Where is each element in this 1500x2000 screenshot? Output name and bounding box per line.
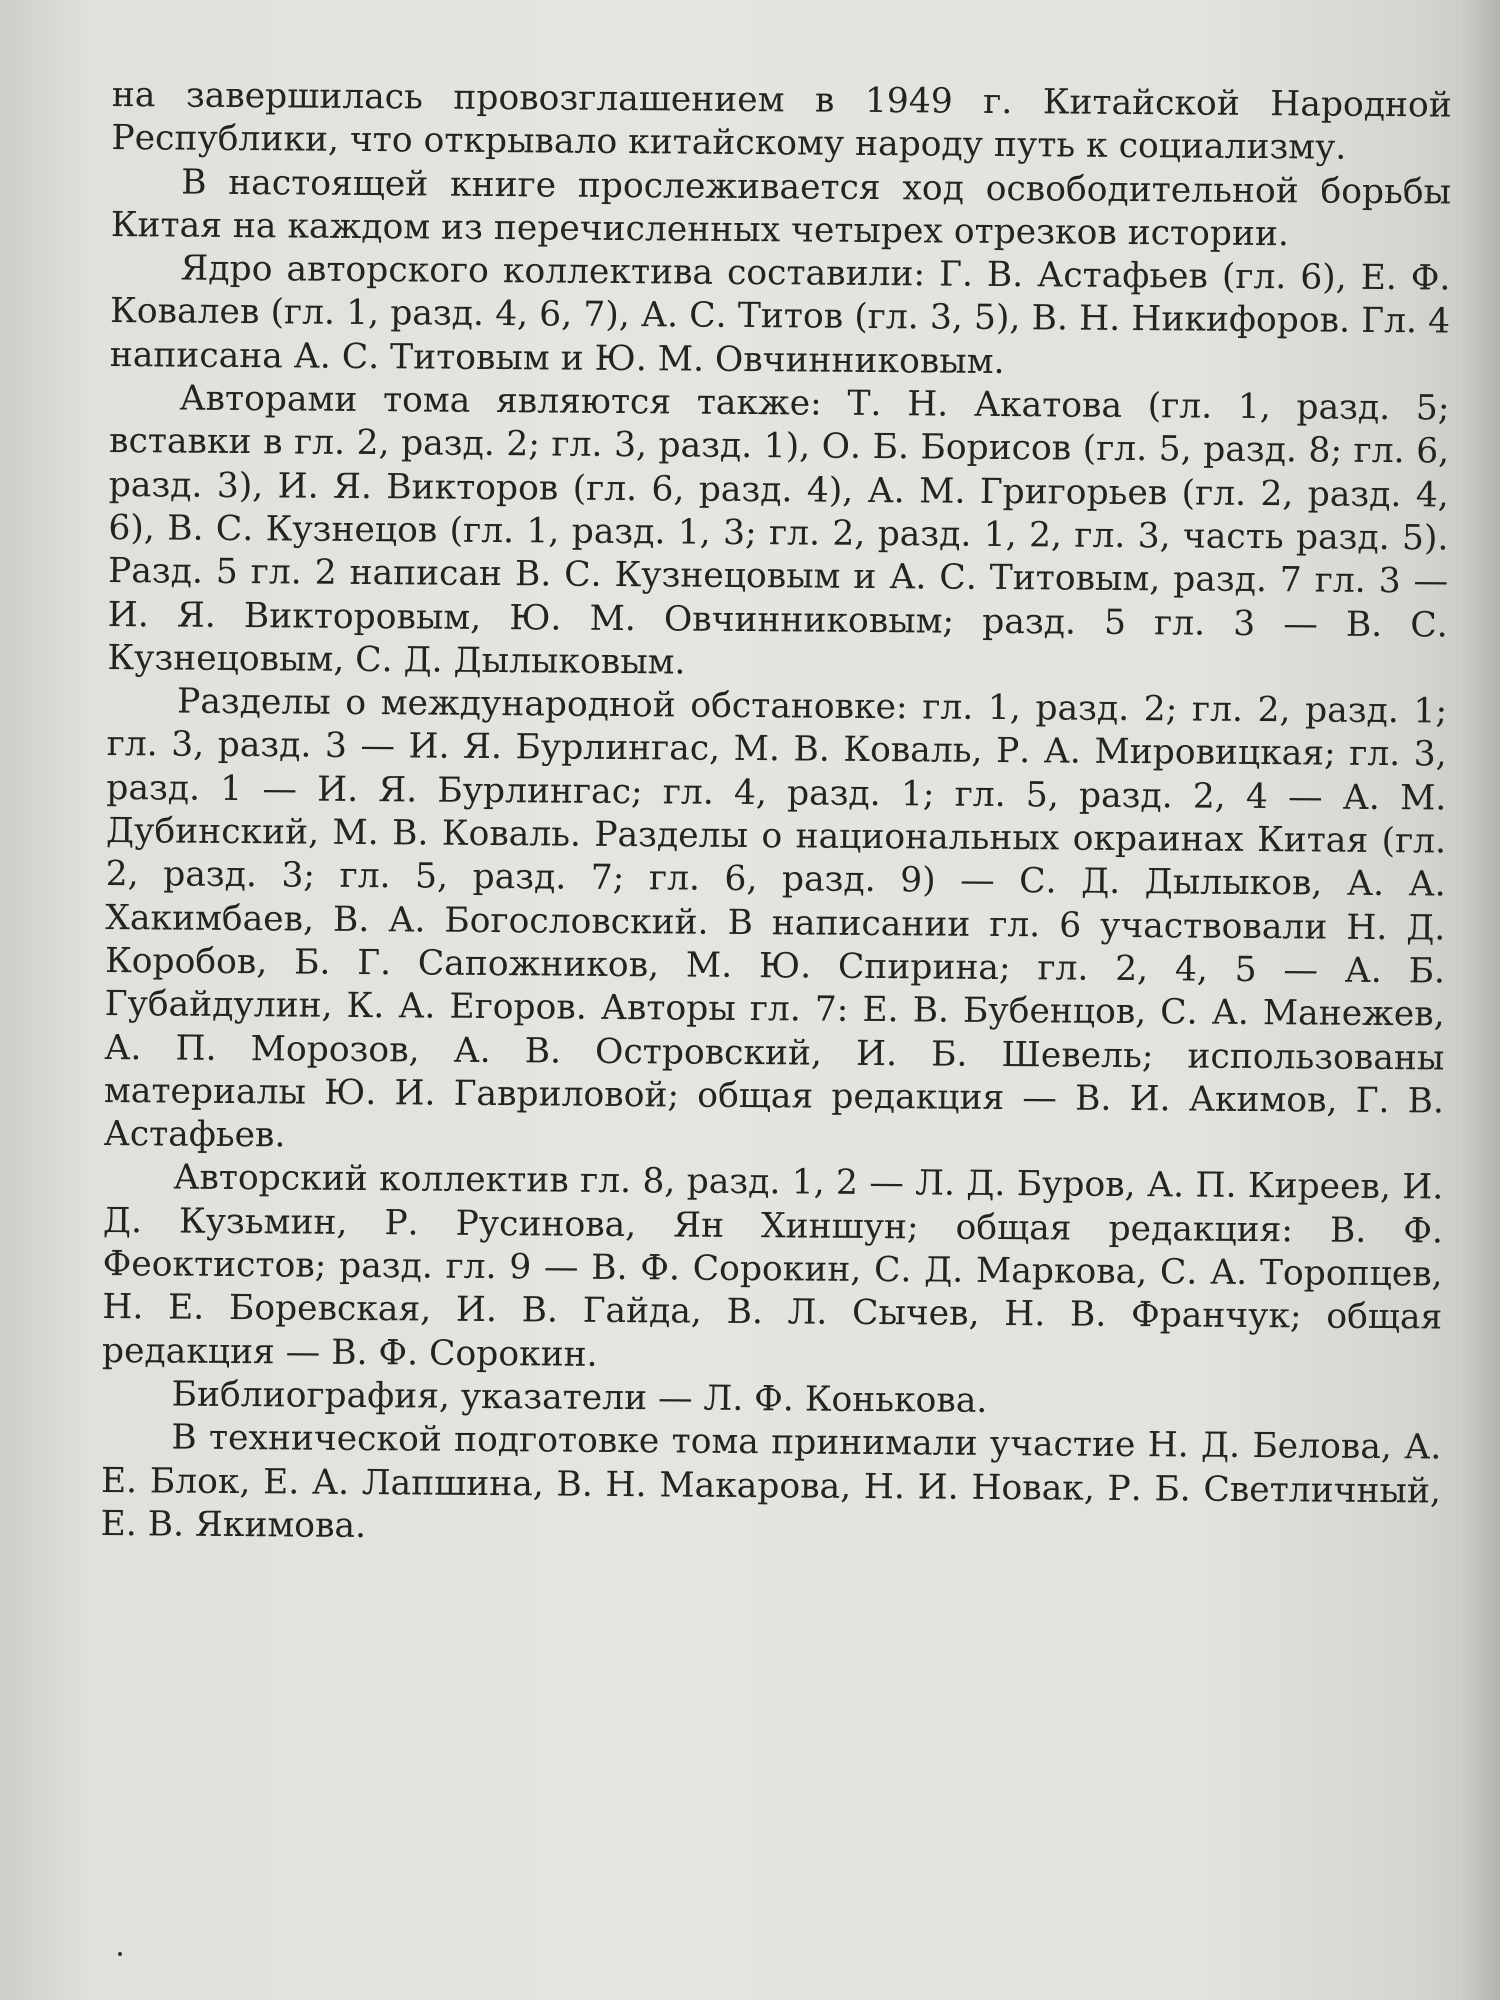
paragraph-5: Разделы о международной обстановке: гл. 1, разд. 2; гл. 2, разд. 1; гл. 3, разд. 3 — И. Я. Бурлингас, М. В. Коваль, Р. А. Мировицкая; гл. 3, разд. 1 — И. Я. Бурлингас; гл. 4, разд. 1; гл. 5, разд. 2, 4 — А. М. Дубинский, М. В. Коваль. Разделы о национальных окраинах Китая (гл. 2, разд. 3; гл. 5, разд. 7; гл. 6, разд. 9) — С. Д. Дылыков, А. А. Хакимбаев, В. А. Богословский. В написании гл. 6 участвовали Н. Д. Коробов, Б. Г. Сапожников, М. Ю. Спирина; гл. 2, 4, 5 — А. Б. Губайдулин, К. А. Егоров. Авторы гл. 7: Е. В. Бубенцов, С. А. Манежев, А. П. Морозов, А. В. Островский, И. Б. Шевель; использованы материалы Ю. И. Гавриловой; общая редакция — В. И. Акимов, Г. В. Астафьев. [103, 681, 1448, 1156]
paragraph-7: Библиография, указатели — Л. Ф. Конькова. [171, 1374, 988, 1421]
paragraph-4: Авторами тома являются также: Т. Н. Акатова (гл. 1, разд. 5; вставки в гл. 2, разд. 2; гл. 3, разд. 1), О. Б. Борисов (гл. 5, разд. 8; гл. 6, разд. 3), И. Я. Викторов (гл. 6, разд. 4), А. М. Григорьев (гл. 2, разд. 4, 6), В. С. Кузнецов (гл. 1, разд. 1, 3; гл. 2, разд. 1, 2, гл. 3, часть разд. 5). Разд. 5 гл. 2 написан В. С. Кузнецовым и А. С. Титовым, разд. 7 гл. 3 — И. Я. Викторовым, Ю. М. Овчинниковым; разд. 5 гл. 3 — В. С. Кузнецовым, С. Д. Дылыковым. [107, 378, 1450, 683]
paragraph-8: В технической подготовке тома принимали участие Н. Д. Белова, А. Е. Блок, Е. А. Лапшина, В. Н. Макарова, Н. И. Новак, Р. Б. Светличный, Е. В. Якимова. [100, 1417, 1442, 1546]
paragraph-1: на завершилась провозглашением в 1949 г. Китайской Народной Республики, что открывало китайскому народу путь к социализму. [111, 74, 1452, 168]
paragraph-2: В настоящей книге прослеживается ход освободительной борьбы Китая на каждом из перечисленных четырех отрезков истории. [110, 162, 1452, 255]
paragraph-3: Ядро авторского коллектива составили: Г. В. Астафьев (гл. 6), Е. Ф. Ковалев (гл. 1, разд. 4, 6, 7), А. С. Титов (гл. 3, 5), В. Н. Никифоров. Гл. 4 написана А. С. Титовым и Ю. М. Овчинниковым. [109, 248, 1451, 382]
paragraph-6: Авторский коллектив гл. 8, разд. 1, 2 — Л. Д. Буров, А. П. Киреев, И. Д. Кузьмин, Р. Русинова, Ян Хиншун; общая редакция: В. Ф. Феоктистов; разд. гл. 9 — В. Ф. Сорокин, С. Д. Маркова, С. А. Торопцев, Н. Е. Боревская, И. В. Гайда, В. Л. Сычев, Н. В. Франчук; общая редакция — В. Ф. Сорокин. [101, 1157, 1444, 1375]
page-edge-shadow [1457, 0, 1500, 2000]
page-text-body [100, 74, 1452, 1557]
ink-speck [118, 1952, 122, 1956]
